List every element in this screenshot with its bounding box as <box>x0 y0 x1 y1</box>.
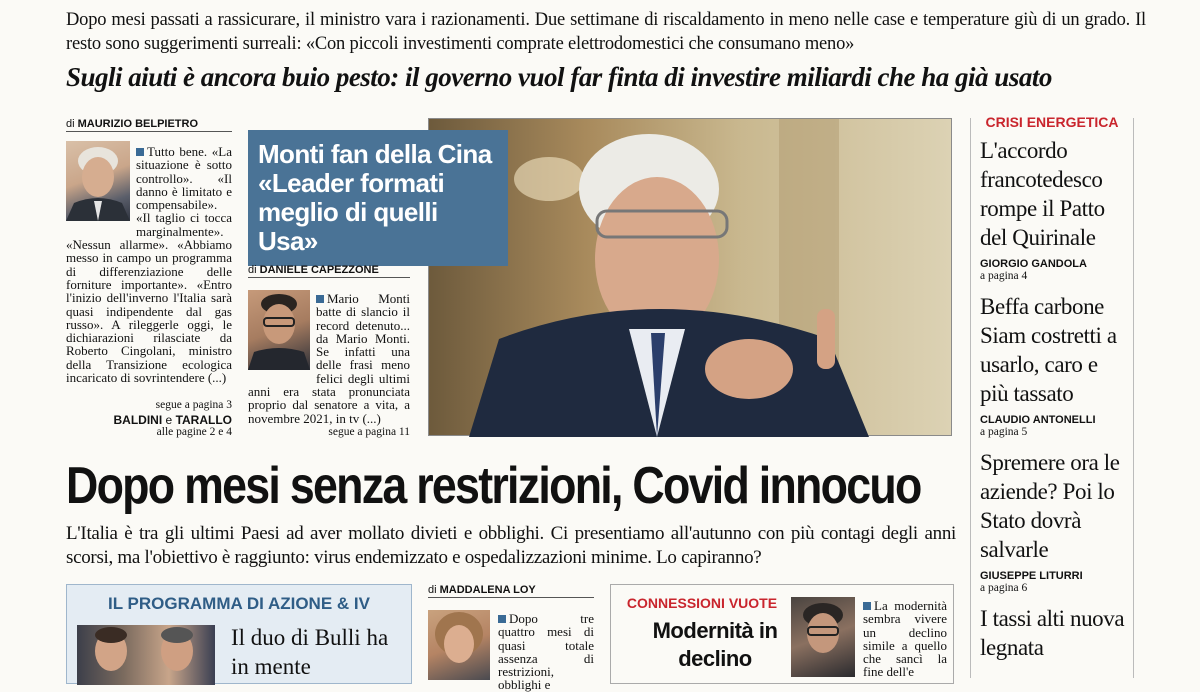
paragraph-marker-icon <box>498 615 506 623</box>
monti-author[interactable]: DANIELE CAPEZZONE <box>259 264 379 276</box>
paragraph-marker-icon <box>863 602 871 610</box>
bottom-left-photo <box>77 625 215 685</box>
sidebar-author-2: CLAUDIO ANTONELLI <box>980 414 1096 426</box>
bottom-left-tag: IL PROGRAMMA DI AZIONE & IV <box>108 594 370 613</box>
main-deck: L'Italia è tra gli ultimi Paesi ad aver mollato divieti e obblighi. Ci presentiamo all'autunno con più contagi degli anni scorsi, ma l'obiettivo è raggiunto: virus endemizzato e ospedalizzazioni minime. Lo capiranno? <box>66 523 956 568</box>
main-headline[interactable]: Dopo mesi senza restrizioni, Covid innocuo <box>66 457 921 515</box>
monti-byline: di DANIELE CAPEZZONE <box>248 264 410 278</box>
sidebar-page-3[interactable]: a pagina 6 <box>980 582 1028 594</box>
sidebar-headline-4[interactable]: I tassi alti nuova legnata <box>980 606 1125 660</box>
editorial-text: Tutto bene. «La situazione è sotto controllo». «Il danno è limitato e compensabile». «Il taglio ci tocca marginalmente». «Nessun allarme». «Abbiamo messo in campo un programma di differenziazione delle forniture importante». «Entro l'inizio dell'inverno l'Italia sarà quasi indipendente dal gas russo». A rileggerle oggi, le dichiarazioni rilasciate da Roberto Cingolani, ministro della Transizione ecologica incaricato di sovrintendere (...) <box>66 144 232 386</box>
sidebar-author-1: GIORGIO GANDOLA <box>980 258 1087 270</box>
paragraph-marker-icon <box>316 295 324 303</box>
paragraph-marker-icon <box>136 148 144 156</box>
sidebar-headline-1[interactable]: L'accordo francotedesco rompe il Patto del Quirinale <box>980 138 1105 250</box>
sidebar-tag: CRISI ENERGETICA <box>985 114 1119 130</box>
monti-headline[interactable]: Monti fan della Cina «Leader formati meglio di quelli Usa» <box>248 130 508 266</box>
monti-continued[interactable]: segue a pagina 11 <box>328 426 410 438</box>
sidebar-author-3: GIUSEPPE LITURRI <box>980 570 1083 582</box>
editorial-author[interactable]: MAURIZIO BELPIETRO <box>77 118 199 130</box>
sidebar-headline-3[interactable]: Spremere ora le aziende? Poi lo Stato dovrà salvarle <box>980 450 1120 562</box>
sidebar-page-2[interactable]: a pagina 5 <box>980 426 1028 438</box>
bottom-left-panel <box>66 584 412 684</box>
monti-text: Mario Monti batte di slancio il record detenuto... da Mario Monti. Se infatti una delle frasi meno felici degli ultimi anni era stata pronunciata proprio dal senatore a vita, a novembre 2021, in tv (...) <box>248 291 410 426</box>
bottom-mid-text: Dopo tre quattro mesi di quasi totale assenza di restrizioni, obblighi e <box>498 611 594 692</box>
bottom-right-panel <box>610 584 954 684</box>
bottom-right-tag: CONNESSIONI VUOTE <box>626 595 778 611</box>
sidebar-headline-2[interactable]: Beffa carbone Siam costretti a usarlo, caro e più tassato <box>980 294 1117 406</box>
bottom-mid-author[interactable]: MADDALENA LOY <box>439 584 536 596</box>
sidebar-energy-crisis <box>970 114 1134 678</box>
top-deck-italic: Sugli aiuti è ancora buio pesto: il governo vuol far finta di investire miliardi che ha già usato <box>66 62 1052 92</box>
bottom-right-headline[interactable]: Modernità in declino <box>652 618 778 671</box>
bottom-left-headline[interactable]: Il duo di Bulli ha in mente <box>231 625 389 679</box>
editorial-continued[interactable]: segue a pagina 3 <box>155 399 232 411</box>
bottom-right-text: La modernità sembra vivere un declino simile a quello che sancì la fine dell'e <box>863 598 947 680</box>
editorial-byline: di MAURIZIO BELPIETRO <box>66 118 232 132</box>
bottom-mid-byline: di MADDALENA LOY <box>428 584 594 598</box>
editorial-related-pages[interactable]: alle pagine 2 e 4 <box>156 426 232 438</box>
sidebar-page-1[interactable]: a pagina 4 <box>980 270 1028 282</box>
bottom-right-author-photo <box>791 597 855 677</box>
editorial-related-authors: BALDINI e TARALLO <box>113 413 232 427</box>
bottom-mid-author-photo <box>428 610 490 680</box>
top-deck: Dopo mesi passati a rassicurare, il ministro vara i razionamenti. Due settimane di riscaldamento in meno nelle case e temperature giù di un grado. Il resto sono suggerimenti surreali: «Con piccoli investimenti comprate elettrodomestici che consumano meno» <box>66 10 1146 54</box>
